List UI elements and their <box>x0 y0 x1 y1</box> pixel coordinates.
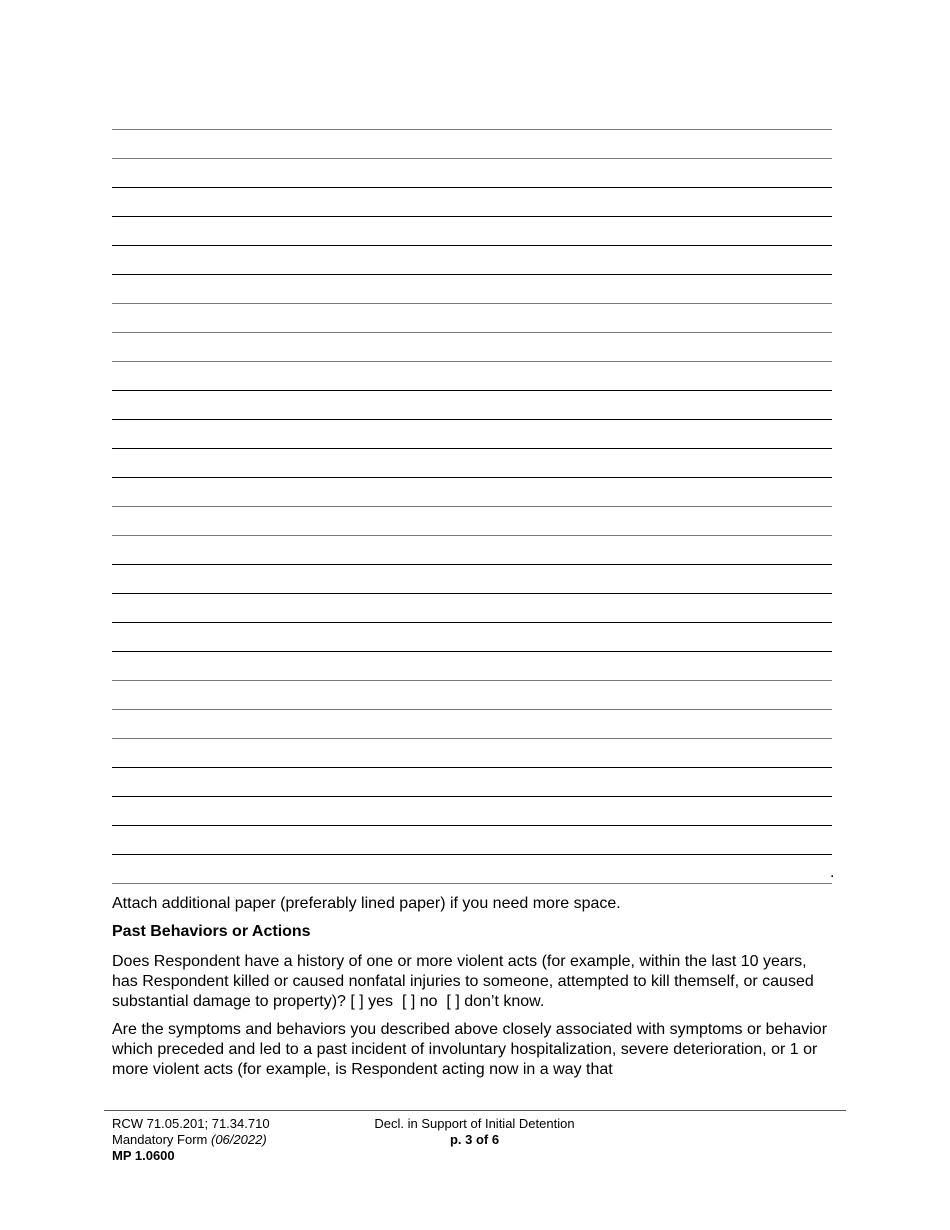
footer-form-type-line <box>112 1132 270 1148</box>
writing-line <box>112 448 832 449</box>
violent-history-question <box>112 952 836 1012</box>
writing-line <box>112 651 832 652</box>
footer-form-type: Mandatory Form <box>112 1132 208 1147</box>
writing-line <box>112 854 832 855</box>
symptoms-association-question: Are the symptoms and behaviors you described above closely associated with symptoms or behavior which preceded and led to a past incident of involuntary hospitalization, severe deterioration, or 1 or more violent acts (for example, is Respondent acting now in a way that <box>112 1021 828 1078</box>
writing-line <box>112 883 832 884</box>
footer-divider <box>104 1110 846 1111</box>
writing-line <box>112 709 832 710</box>
question-text: Does Respondent have a history of one or more violent acts (for example, within the last 10 years, has Respondent killed or caused nonfatal injuries to someone, attempted to kill themself, or caused substantial damage to property)? <box>112 953 814 1010</box>
writing-line <box>112 506 832 507</box>
footer-page-number: p. 3 of 6 <box>449 1132 500 1147</box>
writing-line <box>112 129 832 130</box>
line-end-period: . <box>830 864 835 881</box>
writing-line <box>112 245 832 246</box>
option-dont-know[interactable]: [ ] don’t know. <box>446 993 545 1010</box>
footer-form-date: (06/2022) <box>211 1132 267 1147</box>
writing-line <box>112 564 832 565</box>
footer-statutes: RCW 71.05.201; 71.34.710 <box>112 1116 270 1131</box>
writing-line <box>112 477 832 478</box>
writing-line <box>112 593 832 594</box>
option-no[interactable]: [ ] no <box>401 993 438 1010</box>
writing-line <box>112 332 832 333</box>
option-yes[interactable]: [ ] yes <box>350 993 394 1010</box>
footer-form-number: MP 1.0600 <box>112 1148 175 1163</box>
writing-line <box>112 361 832 362</box>
writing-line <box>112 825 832 826</box>
footer-title-block <box>367 1116 582 1148</box>
writing-line <box>112 767 832 768</box>
writing-line <box>112 680 832 681</box>
writing-line <box>112 622 832 623</box>
writing-line <box>112 390 832 391</box>
writing-line <box>112 419 832 420</box>
writing-line <box>112 274 832 275</box>
writing-line <box>112 796 832 797</box>
writing-line <box>112 738 832 739</box>
section-heading: Past Behaviors or Actions <box>112 923 311 940</box>
writing-line <box>112 216 832 217</box>
footer-form-info <box>112 1116 270 1164</box>
writing-line <box>112 535 832 536</box>
attach-note: Attach additional paper (preferably lined paper) if you need more space. <box>112 895 621 912</box>
writing-line <box>112 303 832 304</box>
writing-line <box>112 158 832 159</box>
writing-line <box>112 187 832 188</box>
footer-title: Decl. in Support of Initial Detention <box>374 1116 575 1131</box>
